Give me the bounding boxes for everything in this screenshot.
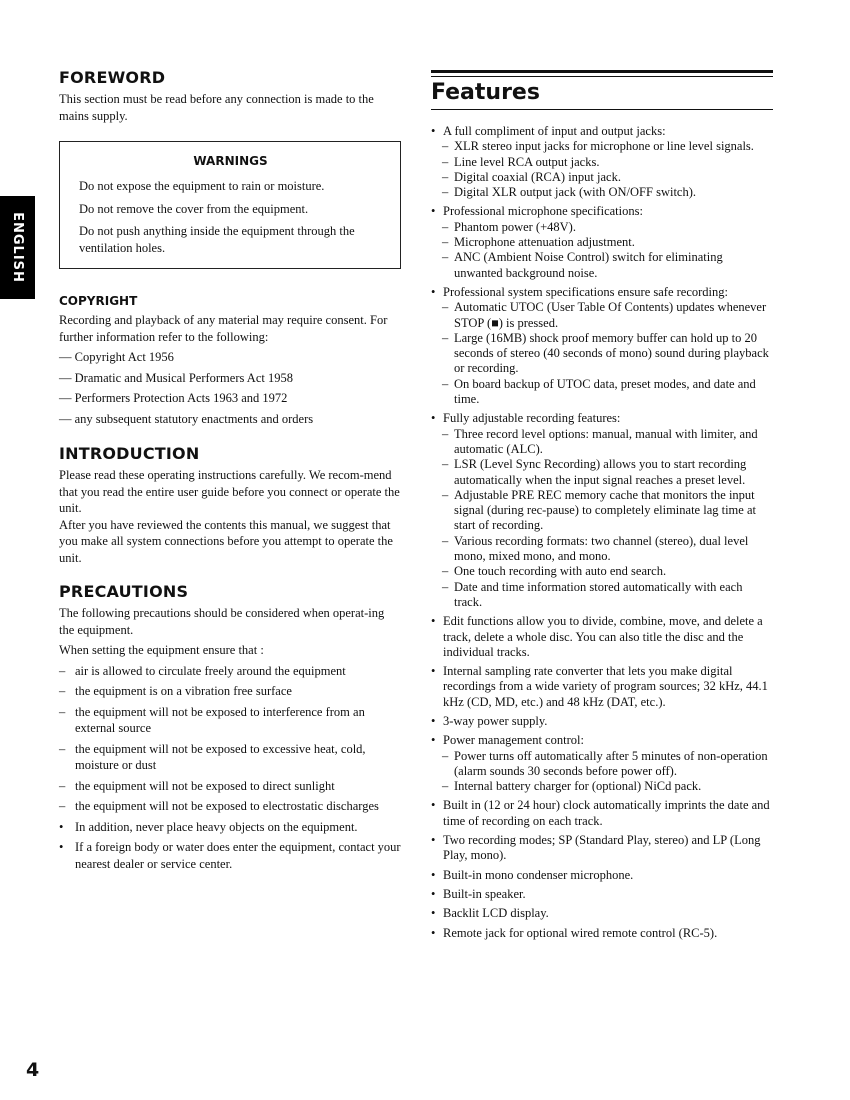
feature-subitem-text: Internal battery charger for (optional) NiCd pack.: [454, 779, 702, 794]
warning-item: Do not expose the equipment to rain or moisture.: [79, 179, 325, 193]
feature-item: [431, 411, 773, 610]
dash-marker: –: [442, 579, 449, 594]
feature-text: Power management control:: [443, 733, 584, 748]
list-marker: –: [59, 799, 66, 813]
feature-subitem: [442, 220, 773, 235]
feature-subitem-text: Adjustable PRE REC memory cache that monitors the input signal (during rec-pause) to completely eliminate lag time at start of recording.: [454, 487, 756, 533]
feature-text: Two recording modes; SP (Standard Play, stereo) and LP (Long Play, mono).: [443, 833, 761, 863]
feature-subitem-text: LSR (Level Sync Recording) allows you to start recording automatically when the input signal reaches a preset level.: [454, 457, 747, 487]
precaution-item: [59, 741, 401, 774]
language-tab-label: ENGLISH: [10, 212, 26, 283]
feature-subitem-text: Automatic UTOC (User Table Of Contents) updates whenever STOP (■) is pressed.: [454, 300, 767, 330]
copyright-text: Recording and playback of any material may require consent. For further information refer to the following:: [59, 313, 388, 344]
dash-marker: –: [442, 139, 449, 154]
list-marker: –: [59, 663, 66, 678]
title-rule: [431, 70, 773, 73]
feature-sublist: [443, 749, 773, 795]
introduction-paragraph: After you have reviewed the contents this manual, we suggest that you make all system connections before you attempt to operate the unit.: [59, 517, 393, 565]
dash-marker: –: [442, 748, 449, 763]
list-marker: •: [59, 819, 64, 834]
feature-text: Remote jack for optional wired remote control (RC-5).: [443, 925, 718, 940]
feature-item: [431, 798, 773, 829]
bullet-marker: •: [431, 614, 436, 629]
feature-item: [431, 285, 773, 407]
feature-subitem-text: On board backup of UTOC data, preset modes, and date and time.: [454, 376, 756, 407]
title-rule: [431, 109, 773, 110]
feature-subitem: [442, 749, 773, 780]
feature-item: [431, 664, 773, 710]
precautions-title: PRECAUTIONS: [59, 582, 189, 601]
language-tab: [0, 196, 35, 299]
precautions-section: [59, 582, 401, 872]
dash-marker: –: [442, 219, 449, 234]
feature-subitem-text: Date and time information stored automatically with each track.: [454, 579, 743, 609]
feature-subitem-text: One touch recording with auto end search.: [454, 564, 667, 579]
feature-subitem: [442, 377, 773, 408]
feature-text: Professional microphone specifications:: [443, 204, 643, 219]
copyright-title: COPYRIGHT: [59, 294, 138, 308]
feature-subitem: [442, 564, 773, 579]
feature-subitem-text: Power turns off automatically after 5 minutes of non-operation (alarm sounds 30 seconds before power off).: [454, 748, 768, 778]
introduction-section: [59, 444, 401, 566]
feature-text: Backlit LCD display.: [443, 906, 549, 921]
feature-subitem-text: ANC (Ambient Noise Control) switch for eliminating unwanted background noise.: [454, 250, 723, 280]
feature-subitem: [442, 300, 773, 331]
feature-item: [431, 868, 773, 883]
precaution-item: [59, 819, 401, 836]
precaution-text: the equipment will not be exposed to electrostatic discharges: [75, 799, 379, 813]
feature-text: Built in (12 or 24 hour) clock automatically imprints the date and time of recording on each track.: [443, 798, 770, 828]
copyright-act: — Copyright Act 1956: [59, 350, 174, 364]
feature-sublist: [443, 220, 773, 281]
bullet-marker: •: [431, 833, 436, 848]
feature-item: [431, 887, 773, 902]
copyright-section: [59, 294, 401, 427]
bullet-marker: •: [431, 124, 436, 138]
bullet-marker: •: [431, 886, 436, 901]
feature-text: A full compliment of input and output jacks:: [443, 124, 666, 138]
precautions-list: [59, 663, 401, 873]
bullet-marker: •: [431, 906, 436, 921]
dash-marker: –: [442, 300, 449, 315]
list-marker: –: [59, 741, 66, 756]
title-rule: [431, 76, 773, 77]
feature-item: [431, 833, 773, 864]
feature-subitem: [442, 235, 773, 250]
feature-subitem-text: Digital coaxial (RCA) input jack.: [454, 169, 621, 184]
feature-text: Fully adjustable recording features:: [443, 411, 621, 426]
feature-item: [431, 124, 773, 200]
dash-marker: –: [442, 533, 449, 548]
feature-subitem: [442, 139, 773, 154]
feature-item: [431, 926, 773, 941]
dash-marker: –: [442, 376, 449, 391]
dash-marker: –: [442, 185, 449, 200]
list-marker: –: [59, 704, 66, 719]
precautions-paragraph: When setting the equipment ensure that :: [59, 643, 264, 657]
feature-sublist: [443, 300, 773, 407]
dash-marker: –: [442, 564, 449, 579]
features-list: [431, 124, 773, 941]
precaution-text: the equipment will not be exposed to excessive heat, cold, moisture or dust: [75, 741, 366, 772]
warnings-box: [59, 141, 401, 269]
bullet-marker: •: [431, 798, 436, 813]
feature-subitem: [442, 155, 773, 170]
feature-subitem-text: Large (16MB) shock proof memory buffer can hold up to 20 seconds of stereo (40 seconds of mono) sound during playback or recording.: [454, 330, 769, 376]
feature-item: [431, 204, 773, 280]
precaution-text: air is allowed to circulate freely around the equipment: [75, 663, 346, 678]
feature-subitem-text: Three record level options: manual, manual with limiter, and automatic (ALC).: [454, 426, 758, 456]
precaution-item: [59, 798, 401, 815]
feature-item: [431, 614, 773, 660]
feature-subitem: [442, 250, 773, 281]
precaution-text: If a foreign body or water does enter the equipment, contact your nearest dealer or service center.: [75, 840, 401, 871]
list-marker: –: [59, 684, 66, 698]
feature-subitem-text: Digital XLR output jack (with ON/OFF switch).: [454, 185, 696, 200]
precautions-paragraph: The following precautions should be considered when operat-ing the equipment.: [59, 606, 385, 637]
introduction-paragraph: Please read these operating instructions carefully. We recom-mend that you read the entire user guide before you connect or operate the unit.: [59, 468, 400, 515]
precaution-text: the equipment will not be exposed to direct sunlight: [75, 778, 335, 793]
precaution-item: [59, 663, 401, 680]
feature-item: [431, 733, 773, 794]
warnings-title: WARNINGS: [193, 154, 268, 168]
page-number: 4: [26, 1059, 40, 1081]
precaution-item: [59, 778, 401, 795]
feature-subitem-text: Line level RCA output jacks.: [454, 154, 600, 169]
bullet-marker: •: [431, 713, 436, 728]
dash-marker: –: [442, 154, 449, 169]
foreword-title: FOREWORD: [59, 68, 166, 87]
dash-marker: –: [442, 169, 449, 184]
feature-subitem-text: Phantom power (+48V).: [454, 219, 576, 234]
feature-text: Built-in mono condenser microphone.: [443, 867, 634, 882]
feature-subitem: [442, 185, 773, 200]
feature-subitem: [442, 427, 773, 458]
feature-sublist: [443, 427, 773, 611]
feature-item: [431, 714, 773, 729]
feature-text: Edit functions allow you to divide, combine, move, and delete a track, delete a whole disc. You can also title the disc and the individual tracks.: [443, 614, 763, 659]
foreword-text: This section must be read before any connection is made to the mains supply.: [59, 92, 374, 123]
precaution-item: [59, 839, 401, 872]
left-column: [59, 68, 401, 876]
bullet-marker: •: [431, 867, 436, 882]
feature-subitem: [442, 779, 773, 794]
list-marker: •: [59, 840, 64, 854]
warning-item: Do not push anything inside the equipment through the ventilation holes.: [79, 224, 355, 255]
features-title: Features: [431, 80, 540, 105]
feature-subitem-text: Various recording formats: two channel (stereo), dual level mono, mixed mono, and mono.: [454, 533, 749, 564]
dash-marker: –: [442, 457, 449, 472]
feature-subitem-text: XLR stereo input jacks for microphone or line level signals.: [454, 139, 754, 154]
feature-sublist: [443, 139, 773, 200]
feature-subitem: [442, 488, 773, 534]
feature-subitem-text: Microphone attenuation adjustment.: [454, 235, 635, 250]
list-marker: –: [59, 778, 66, 793]
precaution-item: [59, 704, 401, 737]
copyright-act: — any subsequent statutory enactments and orders: [59, 411, 314, 426]
dash-marker: –: [442, 250, 449, 265]
bullet-marker: •: [431, 204, 436, 219]
feature-item: [431, 906, 773, 921]
bullet-marker: •: [431, 925, 436, 940]
bullet-marker: •: [431, 664, 436, 679]
feature-subitem: [442, 534, 773, 565]
precaution-item: [59, 683, 401, 700]
warning-item: Do not remove the cover from the equipment.: [79, 201, 309, 216]
dash-marker: –: [442, 330, 449, 345]
bullet-marker: •: [431, 284, 436, 299]
feature-text: Internal sampling rate converter that lets you make digital recordings from a wide variety of program sources; 32 kHz, 44.1 kHz (CD, MD, etc.) and 48 kHz (DAT, etc.).: [443, 664, 768, 709]
copyright-act: — Performers Protection Acts 1963 and 1972: [59, 391, 288, 405]
right-column: [431, 70, 773, 945]
feature-text: Built-in speaker.: [443, 886, 526, 901]
introduction-title: INTRODUCTION: [59, 444, 200, 463]
precaution-text: In addition, never place heavy objects on the equipment.: [75, 819, 358, 834]
feature-subitem: [442, 457, 773, 488]
bullet-marker: •: [431, 733, 436, 748]
dash-marker: –: [442, 235, 449, 250]
precaution-text: the equipment is on a vibration free surface: [75, 684, 292, 698]
dash-marker: –: [442, 426, 449, 441]
feature-subitem: [442, 331, 773, 377]
dash-marker: –: [442, 487, 449, 502]
bullet-marker: •: [431, 411, 436, 426]
feature-subitem: [442, 580, 773, 611]
precaution-text: the equipment will not be exposed to interference from an external source: [75, 704, 365, 735]
copyright-act: — Dramatic and Musical Performers Act 1958: [59, 370, 293, 385]
feature-text: 3-way power supply.: [443, 713, 548, 728]
feature-subitem: [442, 170, 773, 185]
dash-marker: –: [442, 779, 449, 794]
feature-text: Professional system specifications ensure safe recording:: [443, 284, 728, 299]
